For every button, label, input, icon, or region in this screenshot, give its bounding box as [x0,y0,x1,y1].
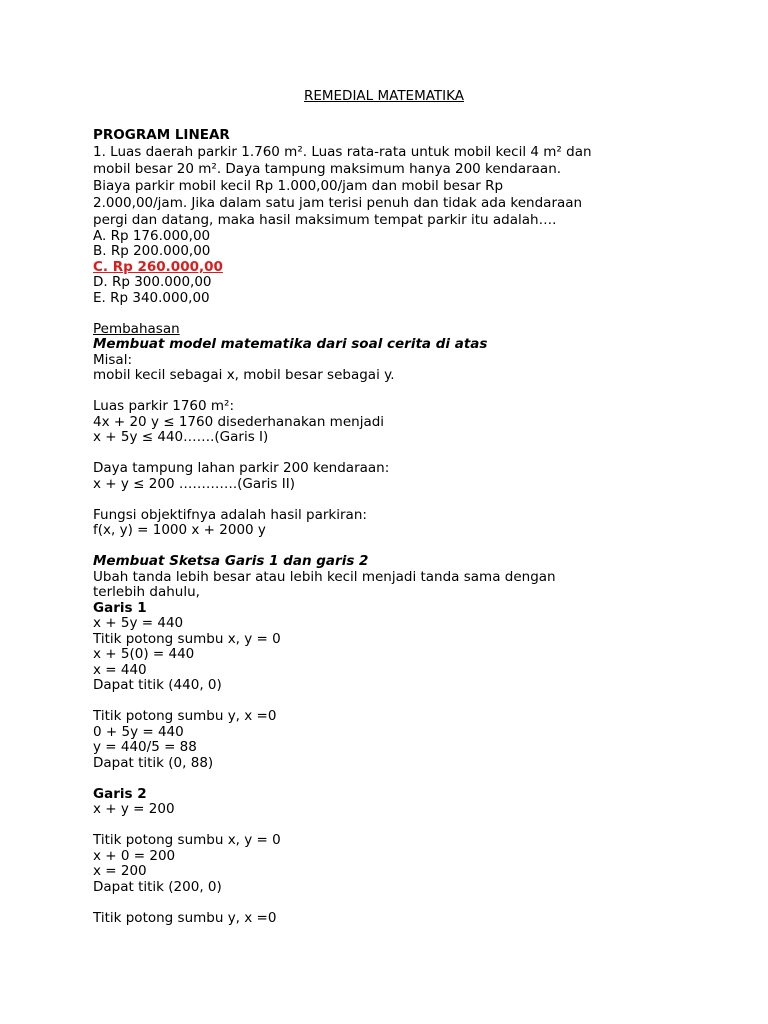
sketch-intro: terlebih dahulu, [93,584,200,600]
question-line: mobil besar 20 m². Daya tampung maksimum hanya 200 kendaraan. [93,160,562,177]
option-e: E. Rp 340.000,00 [93,289,210,306]
garis2-step: Titik potong sumbu y, x =0 [93,909,277,926]
document-title: REMEDIAL MATEMATIKA [303,88,465,104]
discussion-heading: Pembahasan [93,320,180,337]
misal-text: mobil kecil sebagai x, mobil besar sebagai y. [93,367,395,383]
garis2-equation: x + y = 200 [93,801,175,817]
option-a: A. Rp 176.000,00 [93,227,211,244]
garis2-heading: Garis 2 [93,785,147,802]
misal-label: Misal: [93,351,133,368]
document-body [93,128,653,926]
luas-label: Luas parkir 1760 m²: [93,398,234,414]
garis1-equation: x + 5y = 440 [93,615,184,631]
question-paragraph [93,144,653,229]
garis2-step: x + 0 = 200 [93,847,176,864]
question-line: pergi dan datang, maka hasil maksimum tempat parkir itu adalah…. [93,211,557,228]
sketch-subheading: Membuat Sketsa Garis 1 dan garis 2 [93,553,369,569]
garis2-step: Dapat titik (200, 0) [93,878,222,895]
fungsi-label: Fungsi objektifnya adalah hasil parkiran: [93,506,367,523]
model-subheading: Membuat model matematika dari soal cerita di atas [93,336,488,352]
garis1-step: Dapat titik (0, 88) [93,754,214,771]
garis1-heading: Garis 1 [93,599,147,616]
question-line: 2.000,00/jam. Jika dalam satu jam terisi penuh dan tidak ada kendaraan [93,194,583,211]
option-b: B. Rp 200.000,00 [93,243,211,259]
garis1-step: y = 440/5 = 88 [93,739,197,755]
garis1-step: x = 440 [93,661,147,678]
daya-equation: x + y ≤ 200 ………….(Garis II) [93,475,295,492]
garis1-step: 0 + 5y = 440 [93,723,184,740]
garis1-step: Titik potong sumbu y, x =0 [93,708,277,724]
section-heading: PROGRAM LINEAR [93,127,230,143]
luas-equation: 4x + 20 y ≤ 1760 disederhanakan menjadi [93,413,385,430]
garis2-step: x = 200 [93,863,147,879]
garis1-step: Titik potong sumbu x, y = 0 [93,630,281,647]
garis1-step: x + 5(0) = 440 [93,646,195,662]
garis2-step: Titik potong sumbu x, y = 0 [93,832,281,848]
question-line: 1. Luas daerah parkir 1.760 m². Luas rata-rata untuk mobil kecil 4 m² dan [93,143,592,160]
option-d: D. Rp 300.000,00 [93,274,212,290]
luas-equation-simplified: x + 5y ≤ 440…….(Garis I) [93,429,269,445]
sketch-intro: Ubah tanda lebih besar atau lebih kecil menjadi tanda sama dengan [93,568,556,585]
daya-label: Daya tampung lahan parkir 200 kendaraan: [93,460,390,476]
fungsi-equation: f(x, y) = 1000 x + 2000 y [93,522,266,538]
garis1-step: Dapat titik (440, 0) [93,677,222,693]
question-line: Biaya parkir mobil kecil Rp 1.000,00/jam dan mobil besar Rp [93,177,504,194]
option-c-correct-answer: C. Rp 260.000,00 [93,258,223,275]
